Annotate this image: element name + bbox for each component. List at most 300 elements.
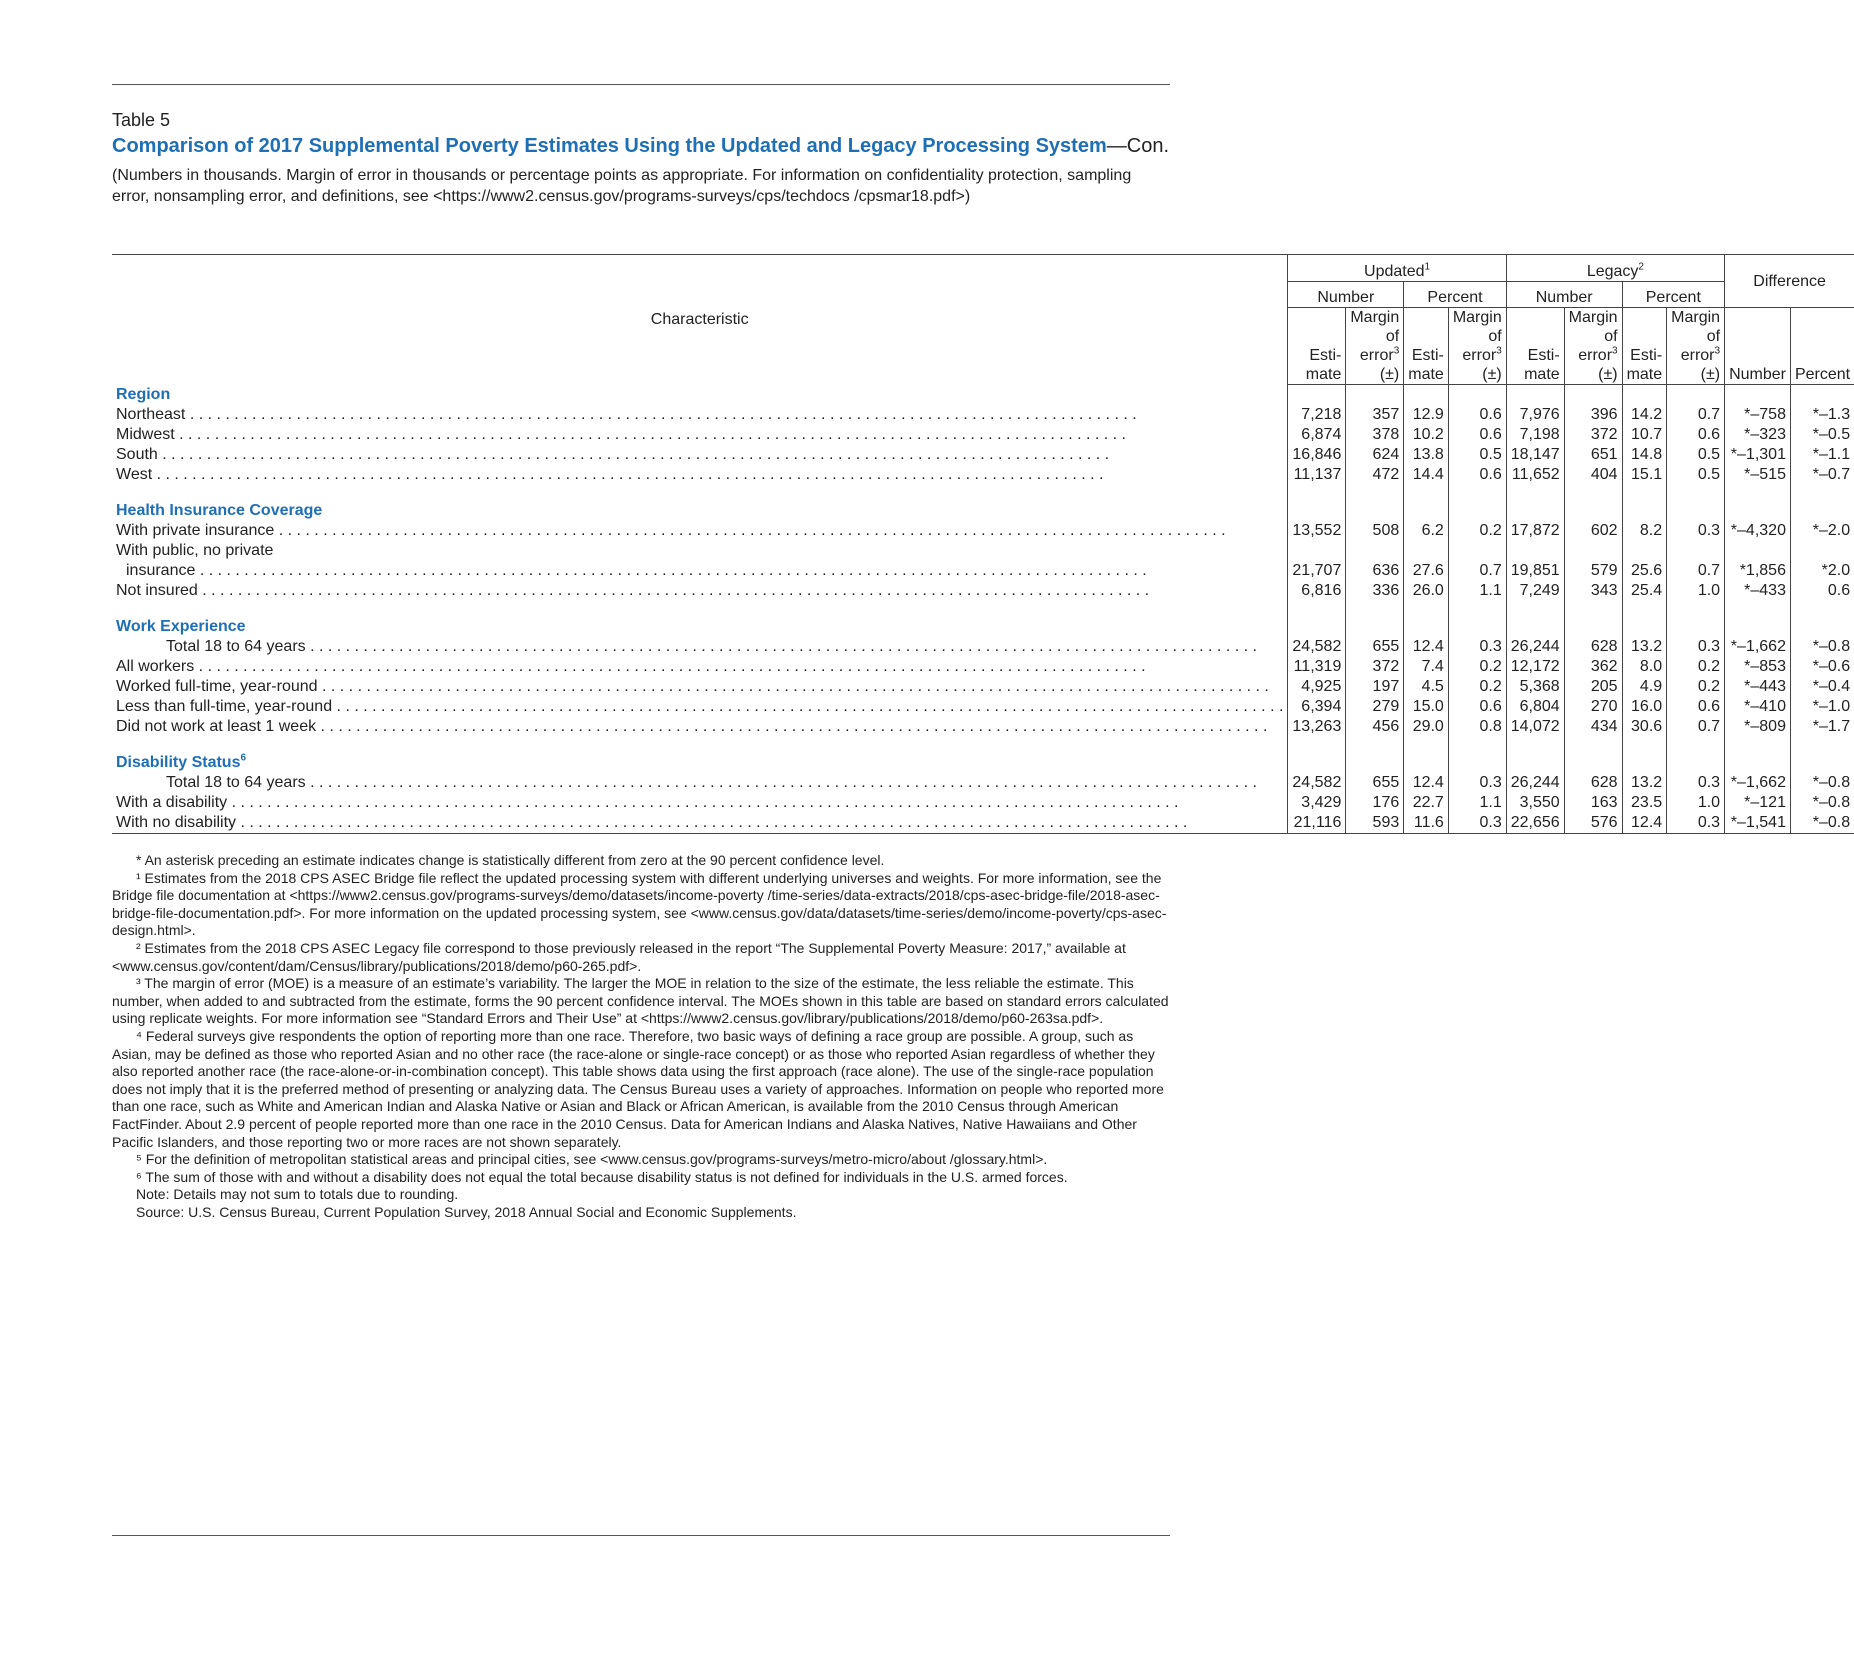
value-cell: 1.1	[1448, 793, 1506, 813]
value-cell: 628	[1564, 773, 1622, 793]
footnote: ⁶ The sum of those with and without a disability does not equal the total because disability status is not defined for individuals in the U.S. armed forces.	[136, 1168, 1068, 1185]
value-cell: *–1.0	[1790, 697, 1854, 717]
empty-cell	[1448, 737, 1506, 753]
moe-header-line2: of error	[1462, 328, 1502, 364]
value-cell: 0.6	[1667, 697, 1725, 717]
value-cell: 25.6	[1622, 561, 1667, 581]
value-cell: 26,244	[1506, 773, 1564, 793]
value-cell: *–809	[1725, 717, 1791, 737]
value-cell: 0.3	[1448, 773, 1506, 793]
empty-cell	[1564, 541, 1622, 561]
row-label-cell	[112, 813, 1288, 834]
value-cell: 0.7	[1667, 717, 1725, 737]
value-cell: 0.2	[1448, 657, 1506, 677]
bottom-rule	[112, 1535, 1170, 1536]
difference-number-header: Number	[1725, 308, 1791, 385]
table-title-text: Comparison of 2017 Supplemental Poverty Estimates Using the Updated and Legacy Processing System	[112, 135, 1107, 157]
row-label-cell	[112, 637, 1288, 657]
table-row	[112, 697, 1854, 717]
empty-cell	[1448, 541, 1506, 561]
value-cell: 0.7	[1667, 561, 1725, 581]
value-cell: 24,582	[1288, 637, 1346, 657]
value-cell: 336	[1346, 581, 1404, 601]
footnote: Source: U.S. Census Bureau, Current Population Survey, 2018 Annual Social and Economic Supplements.	[136, 1203, 797, 1220]
empty-cell	[1667, 753, 1725, 773]
updated-header-label: Updated	[1364, 263, 1425, 280]
row-label: Total 18 to 64 years . . .	[116, 773, 1283, 793]
value-cell: 17,872	[1506, 521, 1564, 541]
section-spacer	[112, 485, 1854, 501]
empty-cell	[1346, 385, 1404, 405]
moe-header-line3: (±)	[1700, 366, 1721, 383]
value-cell: 0.6	[1448, 405, 1506, 425]
value-cell: 628	[1564, 637, 1622, 657]
empty-cell	[1288, 501, 1346, 521]
value-cell: 655	[1346, 637, 1404, 657]
empty-cell	[1667, 541, 1725, 561]
value-cell: 30.6	[1622, 717, 1667, 737]
value-cell: 26.0	[1404, 581, 1449, 601]
value-cell: 0.3	[1667, 813, 1725, 834]
empty-cell	[1622, 385, 1667, 405]
value-cell: 0.2	[1667, 657, 1725, 677]
empty-cell	[1622, 753, 1667, 773]
value-cell: 12.4	[1404, 637, 1449, 657]
empty-cell	[1346, 737, 1404, 753]
table-row	[112, 581, 1854, 601]
value-cell: 176	[1346, 793, 1404, 813]
footnotes	[112, 852, 1174, 1221]
row-label: Worked full-time, year-round . . .	[116, 677, 1283, 697]
value-cell: *–0.8	[1790, 637, 1854, 657]
empty-cell	[1404, 737, 1449, 753]
value-cell: *–1,541	[1725, 813, 1791, 834]
value-cell: 24,582	[1288, 773, 1346, 793]
updated-header-sup: 1	[1424, 261, 1431, 273]
empty-cell	[1448, 753, 1506, 773]
empty-cell	[1667, 601, 1725, 617]
value-cell: 19,851	[1506, 561, 1564, 581]
moe-header	[1667, 308, 1725, 385]
empty-cell	[1564, 501, 1622, 521]
empty-cell	[1564, 385, 1622, 405]
value-cell: 11,652	[1506, 465, 1564, 485]
row-label-cell	[112, 773, 1288, 793]
value-cell: 279	[1346, 697, 1404, 717]
row-label-cell	[112, 521, 1288, 541]
value-cell: *–0.5	[1790, 425, 1854, 445]
empty-cell	[1346, 541, 1404, 561]
value-cell: 651	[1564, 445, 1622, 465]
value-cell: 8.0	[1622, 657, 1667, 677]
empty-cell	[1790, 485, 1854, 501]
table-row	[112, 465, 1854, 485]
value-cell: 0.8	[1448, 717, 1506, 737]
empty-cell	[1288, 385, 1346, 405]
spacer-cell	[112, 737, 1288, 753]
empty-cell	[1725, 501, 1791, 521]
value-cell: 22.7	[1404, 793, 1449, 813]
value-cell: 0.5	[1667, 465, 1725, 485]
empty-cell	[1448, 501, 1506, 521]
empty-cell	[1506, 541, 1564, 561]
empty-cell	[1448, 601, 1506, 617]
estimate-header-line2: mate	[1305, 366, 1342, 383]
value-cell: 15.0	[1404, 697, 1449, 717]
empty-cell	[1622, 737, 1667, 753]
value-cell: 434	[1564, 717, 1622, 737]
value-cell: 3,429	[1288, 793, 1346, 813]
value-cell: 14,072	[1506, 717, 1564, 737]
value-cell: 7,198	[1506, 425, 1564, 445]
row-label: South . . .	[116, 445, 1283, 465]
value-cell: *–1.7	[1790, 717, 1854, 737]
empty-cell	[1667, 737, 1725, 753]
value-cell: *–2.0	[1790, 521, 1854, 541]
table-row-label-line	[112, 541, 1854, 561]
empty-cell	[1404, 753, 1449, 773]
value-cell: *–758	[1725, 405, 1791, 425]
section-title-row	[112, 617, 1854, 637]
row-label: With no disability . . .	[116, 813, 1283, 833]
empty-cell	[1725, 753, 1791, 773]
table-body	[112, 385, 1854, 834]
value-cell: 13,263	[1288, 717, 1346, 737]
empty-cell	[1404, 617, 1449, 637]
value-cell: 0.3	[1667, 773, 1725, 793]
empty-cell	[1725, 485, 1791, 501]
footnote: Note: Details may not sum to totals due to rounding.	[136, 1186, 459, 1203]
empty-cell	[1506, 601, 1564, 617]
row-label-cell	[112, 405, 1288, 425]
value-cell: 4.9	[1622, 677, 1667, 697]
estimate-header-line2: mate	[1626, 366, 1663, 383]
value-cell: 1.0	[1667, 581, 1725, 601]
value-cell: 378	[1346, 425, 1404, 445]
legacy-number-header: Number	[1506, 282, 1622, 308]
value-cell: 11,137	[1288, 465, 1346, 485]
empty-cell	[1622, 485, 1667, 501]
value-cell: *–0.6	[1790, 657, 1854, 677]
value-cell: 6,394	[1288, 697, 1346, 717]
value-cell: 13,552	[1288, 521, 1346, 541]
value-cell: 13.8	[1404, 445, 1449, 465]
section-title-text: Work Experience	[116, 617, 246, 635]
empty-cell	[1622, 617, 1667, 637]
value-cell: 362	[1564, 657, 1622, 677]
section-title-row	[112, 753, 1854, 773]
table-row	[112, 813, 1854, 834]
value-cell: 0.7	[1448, 561, 1506, 581]
section-spacer	[112, 737, 1854, 753]
value-cell: 163	[1564, 793, 1622, 813]
empty-cell	[1622, 501, 1667, 521]
estimate-header	[1288, 308, 1346, 385]
value-cell: 11,319	[1288, 657, 1346, 677]
section-title-row	[112, 385, 1854, 405]
value-cell: 0.3	[1448, 813, 1506, 834]
value-cell: 12.4	[1622, 813, 1667, 834]
footnote: ⁵ For the definition of metropolitan statistical areas and principal cities, see <www.census.gov/programs-surveys/metro-micro/about /glossary.html>.	[136, 1151, 1048, 1168]
empty-cell	[1404, 485, 1449, 501]
empty-cell	[1790, 541, 1854, 561]
difference-percent-header: Percent	[1790, 308, 1854, 385]
moe-header	[1346, 308, 1404, 385]
value-cell: *–1,662	[1725, 773, 1791, 793]
value-cell: 15.1	[1622, 465, 1667, 485]
value-cell: 25.4	[1622, 581, 1667, 601]
updated-percent-header: Percent	[1404, 282, 1506, 308]
value-cell: 10.7	[1622, 425, 1667, 445]
value-cell: 456	[1346, 717, 1404, 737]
moe-header-line2: of error	[1680, 328, 1721, 364]
section-title-text: Health Insurance Coverage	[116, 501, 323, 519]
value-cell: 16,846	[1288, 445, 1346, 465]
value-cell: *–323	[1725, 425, 1791, 445]
footnote: ¹ Estimates from the 2018 CPS ASEC Bridge file reflect the updated processing system with different underlying universes and weights. For more information, see the Bridge file documentation at <https://www2.census.gov/programs-surveys/demo/datasets/income-poverty /time-series/data-extracts/2018/cps-asec-bridge-file/2018-asec-bridge-file-documentation.pdf>. For more information on the updated processing system, see <www.census.gov/data/datasets/time-series/demo/income-poverty/cps-asec-design.html>.	[112, 869, 1167, 939]
value-cell: 22,656	[1506, 813, 1564, 834]
value-cell: 0.3	[1667, 521, 1725, 541]
value-cell: 27.6	[1404, 561, 1449, 581]
moe-header-sup: 3	[1714, 345, 1721, 357]
empty-cell	[1404, 385, 1449, 405]
value-cell: 13.2	[1622, 637, 1667, 657]
legacy-header	[1506, 255, 1724, 282]
value-cell: *2.0	[1790, 561, 1854, 581]
value-cell: 0.2	[1448, 521, 1506, 541]
row-label: insurance . . .	[116, 561, 1283, 581]
empty-cell	[1346, 601, 1404, 617]
estimate-header	[1404, 308, 1449, 385]
footnote: ³ The margin of error (MOE) is a measure of an estimate’s variability. The larger the MOE in relation to the size of the estimate, the less reliable the estimate. This number, when added to and subtracted from the estimate, forms the 90 percent confidence interval. The MOEs shown in this table are based on standard errors calculated using replicate weights. For more information see “Standard Errors and Their Use” at <https://www2.census.gov/library/publications/2018/demo/p60-263sa.pdf>.	[112, 975, 1169, 1027]
value-cell: 343	[1564, 581, 1622, 601]
table-row	[112, 793, 1854, 813]
empty-cell	[1725, 541, 1791, 561]
empty-cell	[1404, 501, 1449, 521]
value-cell: 7.4	[1404, 657, 1449, 677]
empty-cell	[1564, 753, 1622, 773]
empty-cell	[1667, 385, 1725, 405]
value-cell: *–0.7	[1790, 465, 1854, 485]
value-cell: 0.6	[1448, 425, 1506, 445]
section-title-row	[112, 501, 1854, 521]
spacer-cell	[112, 485, 1288, 501]
value-cell: 12.4	[1404, 773, 1449, 793]
row-label: Midwest . . .	[116, 425, 1283, 445]
moe-header-sup: 3	[1612, 345, 1618, 357]
table-title	[112, 133, 1172, 159]
moe-header-line1: Margin	[1671, 309, 1721, 326]
updated-number-header: Number	[1288, 282, 1404, 308]
empty-cell	[1288, 541, 1346, 561]
value-cell: 0.6	[1790, 581, 1854, 601]
section-title	[112, 617, 1288, 637]
value-cell: 372	[1564, 425, 1622, 445]
value-cell: 205	[1564, 677, 1622, 697]
empty-cell	[1506, 737, 1564, 753]
value-cell: *–410	[1725, 697, 1791, 717]
empty-cell	[1667, 501, 1725, 521]
value-cell: 0.3	[1448, 637, 1506, 657]
value-cell: *–121	[1725, 793, 1791, 813]
value-cell: 6,804	[1506, 697, 1564, 717]
value-cell: 3,550	[1506, 793, 1564, 813]
value-cell: 1.1	[1448, 581, 1506, 601]
value-cell: *–1,662	[1725, 637, 1791, 657]
value-cell: 0.6	[1667, 425, 1725, 445]
moe-header-line2: of error	[1359, 328, 1400, 364]
row-label-cell	[112, 677, 1288, 697]
row-label-cell	[112, 425, 1288, 445]
section-title-text: Disability Status	[116, 753, 241, 771]
empty-cell	[1404, 541, 1449, 561]
value-cell: 4,925	[1288, 677, 1346, 697]
row-label: All workers . . .	[116, 657, 1283, 677]
row-label: Did not work at least 1 week . . .	[116, 717, 1283, 737]
empty-cell	[1448, 617, 1506, 637]
row-label: With a disability . . .	[116, 793, 1283, 813]
moe-header-line2: of error	[1578, 328, 1618, 364]
empty-cell	[1288, 753, 1346, 773]
top-rule	[112, 84, 1170, 85]
empty-cell	[1506, 485, 1564, 501]
moe-header-sup: 3	[1496, 345, 1502, 357]
value-cell: *–0.4	[1790, 677, 1854, 697]
table-row	[112, 425, 1854, 445]
table-row	[112, 657, 1854, 677]
row-label: Total 18 to 64 years . . .	[116, 637, 1283, 657]
empty-cell	[1448, 385, 1506, 405]
empty-cell	[1288, 601, 1346, 617]
estimate-header	[1506, 308, 1564, 385]
empty-cell	[1288, 485, 1346, 501]
row-label-cell	[112, 445, 1288, 465]
table-row	[112, 561, 1854, 581]
value-cell: 404	[1564, 465, 1622, 485]
value-cell: 7,976	[1506, 405, 1564, 425]
moe-header	[1564, 308, 1622, 385]
empty-cell	[1725, 737, 1791, 753]
value-cell: 29.0	[1404, 717, 1449, 737]
value-cell: *–4,320	[1725, 521, 1791, 541]
characteristic-header: Characteristic	[112, 255, 1288, 385]
value-cell: 0.3	[1667, 637, 1725, 657]
value-cell: 21,116	[1288, 813, 1346, 834]
value-cell: 10.2	[1404, 425, 1449, 445]
empty-cell	[1506, 617, 1564, 637]
table-row	[112, 521, 1854, 541]
empty-cell	[1790, 753, 1854, 773]
empty-cell	[1564, 617, 1622, 637]
empty-cell	[1346, 617, 1404, 637]
value-cell: 579	[1564, 561, 1622, 581]
empty-cell	[1790, 617, 1854, 637]
row-label-cell	[112, 657, 1288, 677]
value-cell: 4.5	[1404, 677, 1449, 697]
moe-header-line1: Margin	[1452, 309, 1502, 326]
estimate-header-line1: Esti-	[1630, 347, 1663, 364]
empty-cell	[1346, 501, 1404, 521]
empty-cell	[1506, 753, 1564, 773]
moe-header-line3: (±)	[1379, 366, 1400, 383]
value-cell: 5,368	[1506, 677, 1564, 697]
value-cell: 6,874	[1288, 425, 1346, 445]
value-cell: *–1.1	[1790, 445, 1854, 465]
value-cell: *–443	[1725, 677, 1791, 697]
value-cell: 6.2	[1404, 521, 1449, 541]
empty-cell	[1448, 485, 1506, 501]
empty-cell	[1790, 385, 1854, 405]
moe-header-line1: Margin	[1350, 309, 1400, 326]
empty-cell	[1725, 617, 1791, 637]
footnote: * An asterisk preceding an estimate indicates change is statistically different from zero at the 90 percent confidence level.	[136, 852, 885, 868]
difference-header: Difference	[1725, 255, 1854, 308]
section-title	[112, 385, 1288, 405]
value-cell: 14.8	[1622, 445, 1667, 465]
value-cell: 0.7	[1667, 405, 1725, 425]
value-cell: 270	[1564, 697, 1622, 717]
value-cell: *–853	[1725, 657, 1791, 677]
table-label: Table 5	[112, 110, 171, 130]
table-row	[112, 773, 1854, 793]
value-cell: 14.2	[1622, 405, 1667, 425]
value-cell: 11.6	[1404, 813, 1449, 834]
spacer-cell	[112, 601, 1288, 617]
empty-cell	[1725, 601, 1791, 617]
row-label-cell	[112, 465, 1288, 485]
value-cell: 472	[1346, 465, 1404, 485]
estimate-header-line1: Esti-	[1411, 347, 1444, 364]
value-cell: 0.6	[1448, 465, 1506, 485]
row-label-cell	[112, 793, 1288, 813]
row-label-cell	[112, 561, 1288, 581]
value-cell: 23.5	[1622, 793, 1667, 813]
row-label: Less than full-time, year-round . . .	[116, 697, 1283, 717]
value-cell: 14.4	[1404, 465, 1449, 485]
value-cell: 1.0	[1667, 793, 1725, 813]
table-subtitle: (Numbers in thousands. Margin of error in thousands or percentage points as appropriate. For information on confidentiality protection, sampling error, nonsampling error, and definitions, see <https://www2.census.gov/programs-surveys/cps/techdocs /cpsmar18.pdf>)	[112, 167, 1132, 205]
row-label-cell	[112, 697, 1288, 717]
empty-cell	[1725, 385, 1791, 405]
value-cell: 396	[1564, 405, 1622, 425]
value-cell: 602	[1564, 521, 1622, 541]
value-cell: 655	[1346, 773, 1404, 793]
estimate-header	[1622, 308, 1667, 385]
row-label-cell	[112, 581, 1288, 601]
row-label: With private insurance . . .	[116, 521, 1283, 541]
value-cell: 16.0	[1622, 697, 1667, 717]
estimate-header-line2: mate	[1524, 366, 1560, 383]
empty-cell	[1346, 753, 1404, 773]
value-cell: 18,147	[1506, 445, 1564, 465]
empty-cell	[1790, 737, 1854, 753]
moe-header-line3: (±)	[1598, 366, 1618, 383]
estimate-header-line2: mate	[1408, 366, 1444, 383]
value-cell: *–1.3	[1790, 405, 1854, 425]
row-label: Northeast . . .	[116, 405, 1283, 425]
table-row	[112, 445, 1854, 465]
value-cell: 636	[1346, 561, 1404, 581]
row-label-cell	[112, 717, 1288, 737]
value-cell: 357	[1346, 405, 1404, 425]
empty-cell	[1564, 737, 1622, 753]
value-cell: 0.2	[1667, 677, 1725, 697]
row-label: West . . .	[116, 465, 1283, 485]
section-title-sup: 6	[240, 752, 247, 764]
row-label: With public, no private	[116, 541, 274, 559]
moe-header-line1: Margin	[1568, 309, 1618, 326]
section-title-text: Region	[116, 385, 171, 403]
